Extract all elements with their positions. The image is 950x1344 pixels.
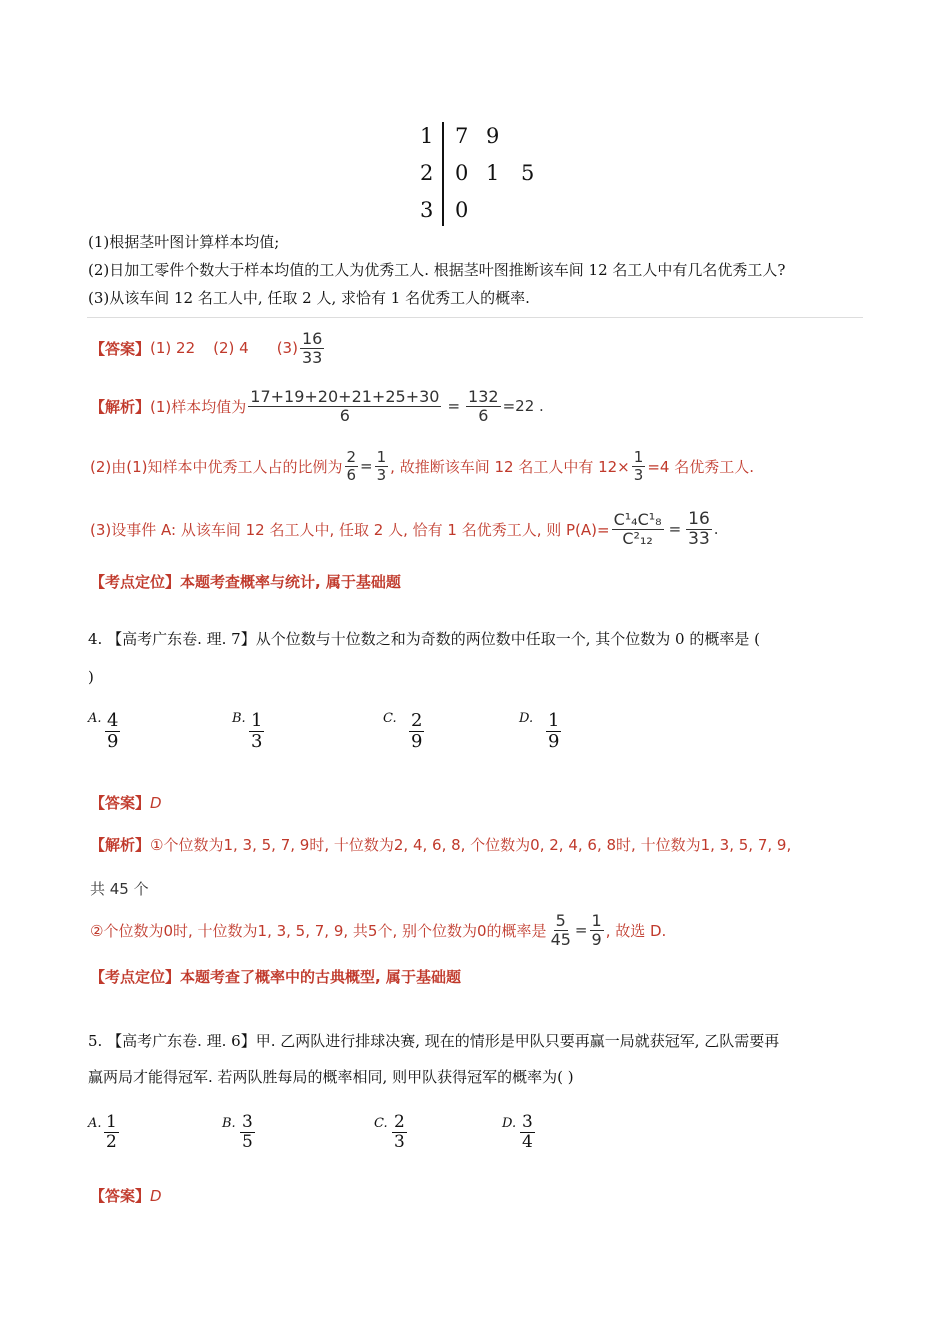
leaf: 5: [521, 161, 535, 185]
answer-part: (1) 22: [150, 339, 196, 357]
analysis-text: =4 名优秀工人.: [647, 457, 754, 476]
fraction: $\frac{\text{C¹₄C¹₈}}{\text{C²₁₂}}$: [613, 509, 662, 548]
q4-stem-close: ): [88, 668, 94, 686]
topic-label: 【考点定位】: [90, 968, 181, 986]
leaf: 7: [455, 124, 469, 148]
option-b-fraction: $\frac{1}{3}$: [251, 710, 263, 752]
option-c-fraction: $\frac{2}{3}$: [394, 1112, 405, 1152]
period: .: [713, 520, 719, 538]
equals: =: [574, 921, 588, 939]
leaf: 9: [486, 124, 500, 148]
fraction: $\frac{2}{6}$: [346, 448, 357, 484]
fraction: $\frac{1}{3}$: [633, 448, 644, 484]
q4-topic: [90, 966, 461, 987]
option-c-label: C.: [383, 711, 397, 726]
option-a-fraction: $\frac{4}{9}$: [107, 710, 119, 752]
answer-label: 【答案】: [90, 1187, 151, 1205]
option-d-label: D.: [519, 711, 534, 726]
option-d-label: D.: [502, 1116, 517, 1131]
fraction: $\frac{16}{33}$: [301, 328, 323, 367]
q3-analysis-2: [90, 443, 754, 489]
option-b-label: B.: [232, 711, 246, 726]
q3-topic: [90, 571, 401, 592]
q5-stem-line1: 5. 【高考广东卷. 理. 6】甲. 乙两队进行排球决赛, 现在的情形是甲队只要再赢一局就获冠军, 乙队需要再: [88, 1032, 780, 1050]
divider: [87, 317, 863, 318]
option-a-fraction: $\frac{1}{2}$: [106, 1112, 117, 1152]
analysis-text: , 故选 D.: [605, 921, 667, 940]
q4-analysis-1: [90, 834, 791, 855]
analysis-label: 【解析】: [90, 836, 151, 854]
fraction: $\frac{17+19+20+21+25+30}{6}$: [250, 386, 440, 425]
answer-value: D: [150, 794, 162, 812]
fraction: $\frac{16}{33}$: [688, 508, 710, 549]
q4-analysis-2: 共 45 个: [90, 880, 149, 898]
topic-text: 本题考查概率与统计, 属于基础题: [180, 573, 401, 591]
equals: =: [447, 397, 461, 415]
stem-divider: [442, 122, 444, 226]
leaf: 0: [455, 161, 469, 185]
answer-label: 【答案】: [90, 794, 151, 812]
q3-sub3: (3)从该车间 12 名工人中, 任取 2 人, 求恰有 1 名优秀工人的概率.: [88, 289, 530, 307]
leaf: 1: [486, 161, 500, 185]
option-c-label: C.: [374, 1116, 388, 1131]
analysis-text: (3)设事件 A: 从该车间 12 名工人中, 任取 2 人, 恰有 1 名优秀工人, 则 P(A)=: [90, 520, 610, 539]
q3-analysis-3: [90, 505, 719, 553]
option-d-fraction: $\frac{1}{9}$: [548, 710, 560, 752]
stem-3: 3: [420, 198, 434, 222]
q4-analysis-3: [90, 907, 666, 953]
stem-1: 1: [420, 124, 434, 148]
option-b-label: B.: [222, 1116, 236, 1131]
leaf: 0: [455, 198, 469, 222]
q5-stem-line2: 赢两局才能得冠军. 若两队胜每局的概率相同, 则甲队获得冠军的概率为( ): [88, 1068, 574, 1086]
fraction: $\frac{1}{3}$: [376, 448, 387, 484]
stem-2: 2: [420, 161, 434, 185]
answer-value: D: [150, 1187, 162, 1205]
answer-part: (3): [276, 339, 298, 357]
fraction: $\frac{1}{9}$: [591, 910, 602, 949]
equals: =: [668, 520, 682, 538]
q5-answer: [90, 1185, 162, 1206]
analysis-text: , 故推断该车间 12 名工人中有 12×: [390, 457, 630, 476]
q3-analysis-1: [90, 383, 544, 429]
option-d-fraction: $\frac{3}{4}$: [522, 1112, 533, 1152]
fraction: $\frac{132}{6}$: [468, 386, 499, 425]
analysis-text: ②个位数为0时, 十位数为1, 3, 5, 7, 9, 共5个, 别个位数为0的概率是: [90, 921, 547, 940]
analysis-text: (1)样本均值为: [150, 397, 247, 416]
q4-stem: 4. 【高考广东卷. 理. 7】从个位数与十位数之和为奇数的两位数中任取一个, 其个位数为 0 的概率是 (: [88, 630, 760, 648]
analysis-text: (2)由(1)知样本中优秀工人占的比例为: [90, 457, 343, 476]
q3-sub2: (2)日加工零件个数大于样本均值的工人为优秀工人. 根据茎叶图推断该车间 12 名工人中有几名优秀工人?: [88, 261, 786, 279]
answer-part: (2) 4: [213, 339, 249, 357]
analysis-label: 【解析】: [90, 397, 151, 416]
q4-answer: [90, 792, 162, 813]
topic-text: 本题考查了概率中的古典概型, 属于基础题: [180, 968, 461, 986]
option-a-label: A.: [88, 711, 102, 726]
q3-sub1: (1)根据茎叶图计算样本均值;: [88, 233, 280, 251]
equals: =: [360, 457, 373, 475]
option-a-label: A.: [88, 1116, 102, 1131]
result: =22 .: [502, 397, 544, 415]
option-b-fraction: $\frac{3}{5}$: [242, 1112, 253, 1152]
q3-answer: [90, 325, 326, 371]
option-c-fraction: $\frac{2}{9}$: [411, 710, 423, 752]
fraction: $\frac{5}{45}$: [550, 910, 571, 949]
topic-label: 【考点定位】: [90, 573, 181, 591]
analysis-text: ①个位数为1, 3, 5, 7, 9时, 十位数为2, 4, 6, 8, 个位数为0, 2, 4, 6, 8时, 十位数为1, 3, 5, 7, 9,: [150, 836, 792, 854]
answer-label: 【答案】: [90, 339, 151, 358]
